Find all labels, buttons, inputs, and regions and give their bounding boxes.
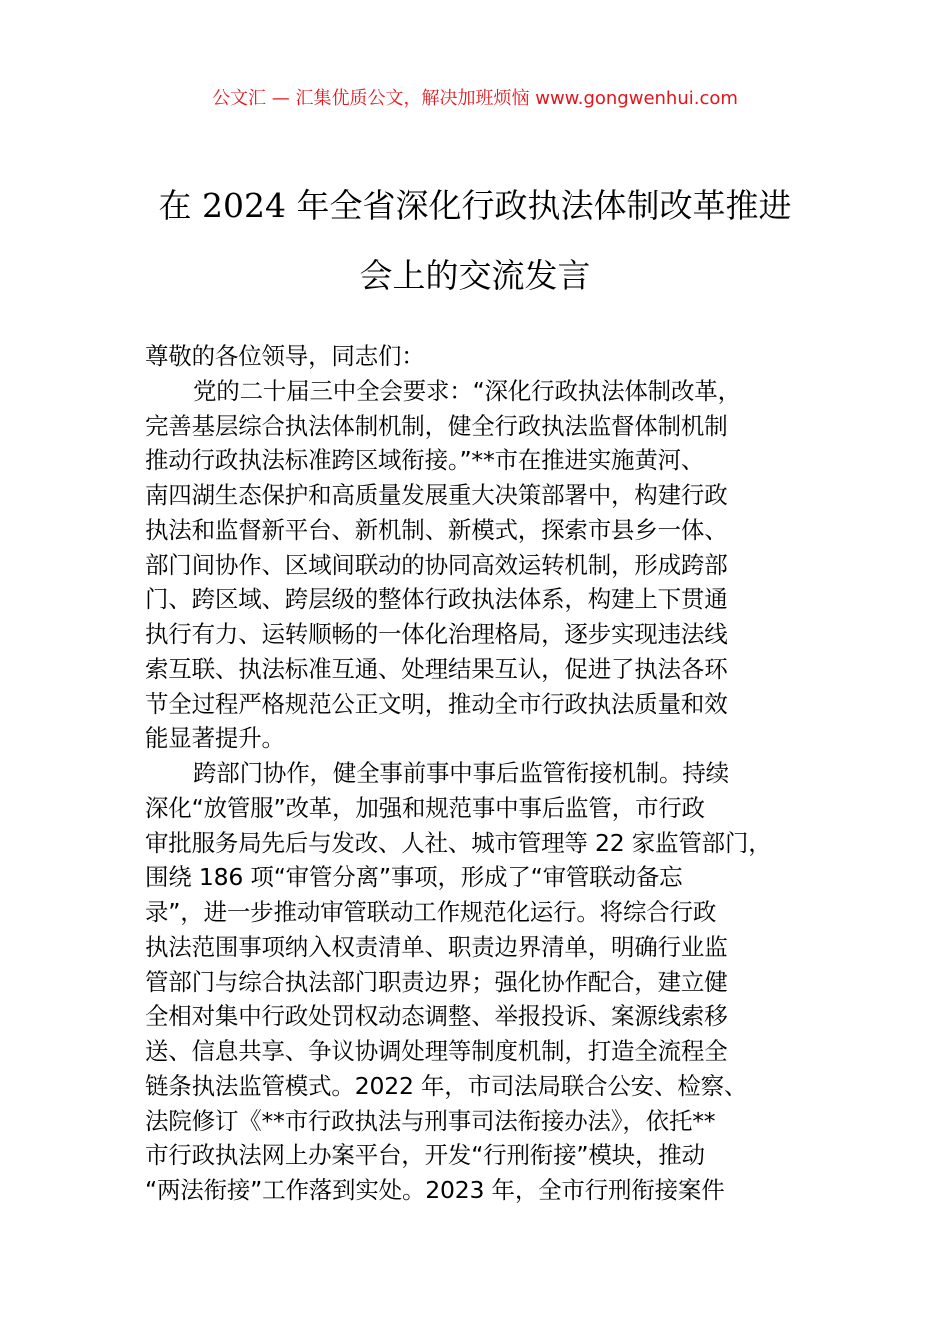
paragraph-line: 围绕 186 项“审管分离”事项，形成了“审管联动备忘 — [145, 863, 683, 892]
site-banner: 公文汇 — 汇集优质公文，解决加班烦恼 www.gongwenhui.com — [212, 88, 738, 109]
paragraph-line: 索互联、执法标准互通、处理结果互认，促进了执法各环 — [145, 654, 728, 683]
paragraph-line: 管部门与综合执法部门职责边界；强化协作配合，建立健 — [145, 967, 728, 996]
paragraph-line: 执行有力、运转顺畅的一体化治理格局，逐步实现违法线 — [145, 620, 728, 648]
paragraph — [145, 756, 845, 1208]
paragraph-line: 节全过程严格规范公正文明，推动全市行政执法质量和效 — [145, 689, 728, 718]
paragraph-line: 市行政执法网上办案平台，开发“行刑衔接”模块，推动 — [145, 1141, 705, 1170]
salutation: 尊敬的各位领导，同志们： — [145, 342, 425, 370]
paragraph-line: 法院修订《**市行政执法与刑事司法衔接办法》，依托** — [145, 1106, 716, 1135]
document-title-line-2: 会上的交流发言 — [359, 256, 591, 295]
paragraph-line: 门、跨区域、跨层级的整体行政执法体系，构建上下贯通 — [145, 585, 728, 614]
paragraphs — [145, 374, 845, 1208]
paragraph-line: 深化“放管服”改革，加强和规范事中事后监管，市行政 — [145, 793, 705, 822]
paragraph-line: 跨部门协作，健全事前事中事后监管衔接机制。持续 — [193, 759, 729, 787]
paragraph-line: 党的二十届三中全会要求：“深化行政执法体制改革， — [193, 376, 741, 405]
paragraph-line: 南四湖生态保护和高质量发展重大决策部署中，构建行政 — [145, 481, 728, 509]
paragraph-line: 能显著提升。 — [145, 724, 285, 753]
document-body — [145, 339, 845, 1208]
paragraph-line: 推动行政执法标准跨区域衔接。”**市在推进实施黄河、 — [145, 446, 705, 475]
paragraph-line: 送、信息共享、争议协调处理等制度机制，打造全流程全 — [145, 1037, 728, 1065]
paragraph-line: 全相对集中行政处罚权动态调整、举报投诉、案源线索移 — [145, 1002, 728, 1031]
paragraph-line: 链条执法监管模式。2022 年，市司法局联合公安、检察、 — [145, 1071, 748, 1100]
paragraph-line: 部门间协作、区域间联动的协同高效运转机制，形成跨部 — [145, 550, 728, 579]
paragraph-line: 完善基层综合执法体制机制，健全行政执法监督体制机制 — [145, 411, 728, 440]
paragraph-line: “两法衔接”工作落到实处。2023 年，全市行刑衔接案件 — [145, 1176, 725, 1204]
document-title-line-1: 在 2024 年全省深化行政执法体制改革推进 — [158, 186, 792, 225]
paragraph-line: 录”，进一步推动审管联动工作规范化运行。将综合行政 — [145, 898, 717, 926]
paragraph — [145, 374, 845, 756]
paragraph-line: 执法范围事项纳入权责清单、职责边界清单，明确行业监 — [145, 932, 728, 961]
paragraph-line: 审批服务局先后与发改、人社、城市管理等 22 家监管部门， — [145, 828, 772, 857]
paragraph-line: 执法和监督新平台、新机制、新模式，探索市县乡一体、 — [145, 515, 728, 544]
